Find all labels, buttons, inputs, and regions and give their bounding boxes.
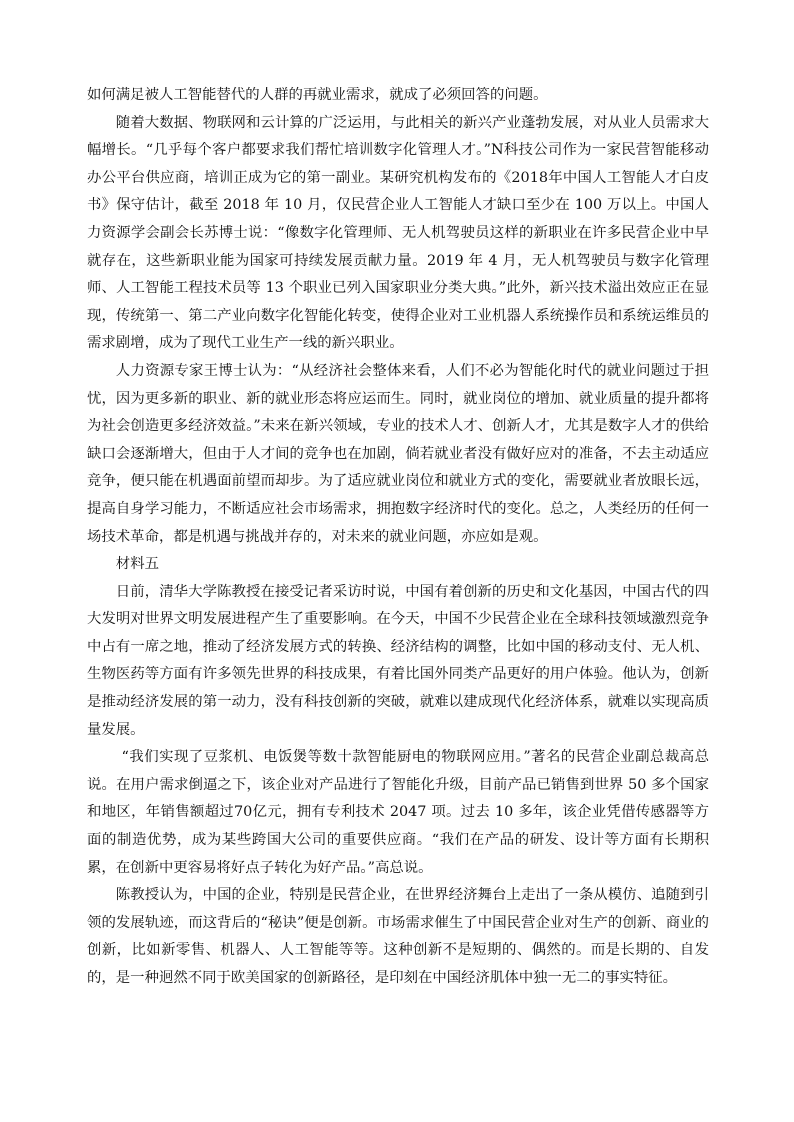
paragraph-1: 如何满足被人工智能替代的人群的再就业需求，就成了必须回答的问题。 [87, 87, 548, 103]
paragraph-5: “我们实现了豆浆机、电饭煲等数十款智能厨电的物联网应用。”著名的民营企业副总裁高总说。在用户需求倒逼之下，该企业对产品进行了智能化升级，目前产品已销售到世界 50 多个国家和地区，年销售额超过70亿元，拥有专利技术 2047 项。过去 10 多年，该企业凭借传感器等方面的制造优势，成为某些跨国大公司的重要供应商。“我们在产品的研发、设计等方面有长期积累，在创新中更容易将好点子转化为好产品。”高总说。 [87, 749, 709, 876]
section-heading-material-5: 材料五 [115, 556, 159, 573]
paragraph-4: 日前，清华大学陈教授在接受记者采访时说，中国有着创新的历史和文化基因，中国古代的四大发明对世界文明发展进程产生了重要影响。在今天，中国不少民营企业在全球科技领域激烈竞争中占有一席之地，推动了经济发展方式的转换、经济结构的调整，比如中国的移动支付、无人机、生物医药等方面有许多领先世界的科技成果，有着比国外同类产品更好的用户体验。他认为，创新是推动经济发展的第一动力，没有科技创新的突破，就难以建成现代化经济体系，就难以实现高质量发展。 [87, 583, 709, 738]
paragraph-2: 随着大数据、物联网和云计算的广泛运用，与此相关的新兴产业蓬勃发展，对从业人员需求大幅增长。“几乎每个客户都要求我们帮忙培训数字化管理人才。”N科技公司作为一家民营智能移动办公平台供应商，培训正成为它的第一副业。某研究机构发布的《2018年中国人工智能人才白皮书》保守估计，截至 2018 年 10 月，仅民营企业人工智能人才缺口至少在 100 万以上。中国人力资源学会副会长苏博士说：“像数字化管理师、无人机驾驶员这样的新职业在许多民营企业中早就存在，这些新职业能为国家可持续发展贡献力量。2019 年 4 月，无人机驾驶员与数字化管理师、人工智能工程技术员等 13 个职业已列入国家职业分类大典。”此外，新兴技术溢出效应正在显现，传统第一、第二产业向数字化智能化转变，使得企业对工业机器人系统操作员和系统运维员的需求剧增，成为了现代工业生产一线的新兴职业。 [87, 114, 709, 352]
paragraph-6: 陈教授认为，中国的企业，特别是民营企业，在世界经济舞台上走出了一条从模仿、追随到引领的发展轨迹，而这背后的“秘诀”便是创新。市场需求催生了中国民营企业对生产的创新、商业的创新，比如新零售、机器人、人工智能等等。这种创新不是短期的、偶然的。而是长期的、自发的，是一种迥然不同于欧美国家的创新路径，是印刻在中国经济肌体中独一无二的事实特征。 [87, 887, 709, 986]
document-page [87, 82, 709, 993]
paragraph-3: 人力资源专家王博士认为：“从经济社会整体来看，人们不必为智能化时代的就业问题过于担忧，因为更多新的职业、新的就业形态将应运而生。同时，就业岗位的增加、就业质量的提升都将为社会创造更多经济效益。”未来在新兴领域，专业的技术人才、创新人才，尤其是数字人才的供给缺口会逐渐增大，但由于人才间的竞争也在加剧，倘若就业者没有做好应对的准备，不去主动适应竞争，便只能在机遇面前望而却步。为了适应就业岗位和就业方式的变化，需要就业者放眼长远，提高自身学习能力，不断适应社会市场需求，拥抱数字经济时代的变化。总之，人类经历的任何一场技术革命，都是机遇与挑战并存的，对未来的就业问题，亦应如是观。 [87, 362, 709, 545]
